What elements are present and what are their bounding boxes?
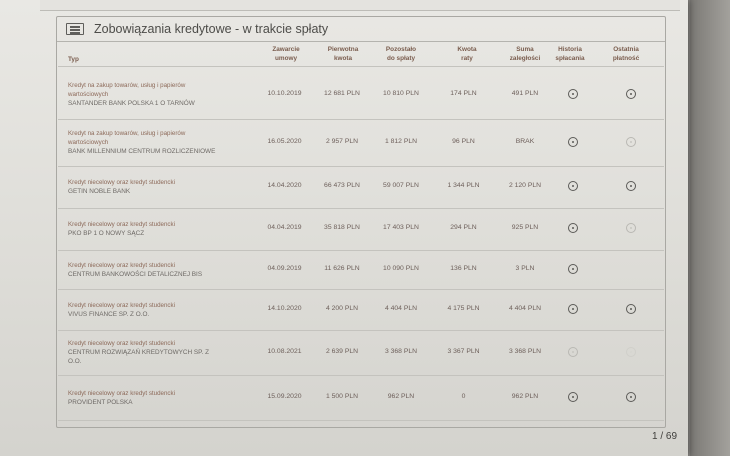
installment-amount-cell: 1 344 PLN bbox=[447, 182, 480, 189]
payment-history-icon[interactable] bbox=[568, 347, 578, 357]
creditor-name: BANK MILLENNIUM CENTRUM ROZLICZENIOWE bbox=[68, 148, 216, 155]
credit-type-description: Kredyt niecelowy oraz kredyt studencki bbox=[68, 390, 175, 397]
last-payment-icon[interactable] bbox=[626, 304, 636, 314]
contract-date-cell: 16.05.2020 bbox=[267, 138, 302, 145]
credit-type-description: Kredyt na zakup towarów, usług i papierów bbox=[68, 130, 186, 137]
creditor-name: PKO BP 1 O NOWY SĄCZ bbox=[68, 230, 145, 237]
column-header-typ: Typ bbox=[68, 56, 79, 63]
creditor-name: CENTRUM ROZWIĄZAŃ KREDYTOWYCH SP. Z bbox=[68, 349, 210, 356]
installment-amount-cell: 3 367 PLN bbox=[447, 348, 480, 355]
original-amount-cell: 66 473 PLN bbox=[324, 182, 360, 189]
creditor-name: SANTANDER BANK POLSKA 1 O TARNÓW bbox=[68, 100, 195, 107]
payment-history-icon[interactable] bbox=[568, 223, 578, 233]
creditor-name: CENTRUM BANKOWOŚCI DETALICZNEJ BIS bbox=[68, 271, 203, 278]
arrears-amount-cell: 4 404 PLN bbox=[508, 305, 542, 312]
creditor-name: PROVIDENT POLSKA bbox=[68, 399, 133, 406]
remaining-amount-cell: 962 PLN bbox=[387, 393, 415, 400]
credit-type-description: Kredyt niecelowy oraz kredyt studencki bbox=[68, 221, 175, 228]
credit-type-cell bbox=[68, 129, 258, 156]
last-payment-icon[interactable] bbox=[626, 137, 636, 147]
column-header-kwota-raty: Kwota raty bbox=[457, 46, 477, 62]
installment-amount-cell: 174 PLN bbox=[450, 90, 477, 97]
remaining-amount-cell: 17 403 PLN bbox=[383, 224, 419, 231]
last-payment-icon[interactable] bbox=[626, 347, 636, 357]
remaining-amount-cell: 10 810 PLN bbox=[383, 90, 419, 97]
installment-amount-cell: 4 175 PLN bbox=[447, 305, 480, 312]
remaining-amount-cell: 4 404 PLN bbox=[384, 305, 418, 312]
payment-history-icon[interactable] bbox=[568, 181, 578, 191]
arrears-amount-cell: 2 120 PLN bbox=[508, 182, 542, 189]
credit-type-cell bbox=[68, 301, 258, 319]
contract-date-cell: 10.10.2019 bbox=[267, 90, 302, 97]
last-payment-icon[interactable] bbox=[626, 392, 636, 402]
table-row bbox=[58, 119, 664, 167]
table-row bbox=[58, 208, 664, 251]
table-row bbox=[58, 375, 664, 421]
remaining-amount-cell: 1 812 PLN bbox=[384, 138, 418, 145]
remaining-amount-cell: 10 090 PLN bbox=[383, 265, 419, 272]
creditor-name: O.O. bbox=[68, 358, 82, 365]
payment-history-icon[interactable] bbox=[568, 392, 578, 402]
table-row bbox=[58, 289, 664, 331]
panel-title: Zobowiązania kredytowe - w trakcie spłaty bbox=[94, 22, 329, 36]
credit-type-cell bbox=[68, 261, 258, 279]
credit-type-cell bbox=[68, 339, 258, 366]
column-header-suma-zaleglosci: Suma zaległości bbox=[509, 46, 541, 62]
column-header-pozostalo: Pozostało do spłaty bbox=[385, 46, 417, 62]
remaining-amount-cell: 59 007 PLN bbox=[383, 182, 419, 189]
previous-page-edge bbox=[40, 0, 680, 11]
column-header-pierwotna-kwota: Pierwotna kwota bbox=[327, 46, 359, 62]
contract-date-cell: 14.04.2020 bbox=[267, 182, 302, 189]
installment-amount-cell: 136 PLN bbox=[450, 265, 477, 272]
header-divider bbox=[58, 66, 664, 67]
remaining-amount-cell: 3 368 PLN bbox=[384, 348, 418, 355]
background-surface bbox=[690, 0, 730, 456]
original-amount-cell: 1 500 PLN bbox=[325, 393, 359, 400]
arrears-amount-cell: BRAK bbox=[515, 138, 535, 145]
credit-type-cell bbox=[68, 81, 258, 108]
payment-history-icon[interactable] bbox=[568, 264, 578, 274]
installment-amount-cell: 294 PLN bbox=[450, 224, 477, 231]
page-number: 1 / 69 bbox=[652, 431, 678, 442]
contract-date-cell: 04.04.2019 bbox=[267, 224, 302, 231]
column-header-ostatnia: Ostatnia płatność bbox=[612, 46, 640, 62]
credit-type-description: Kredyt na zakup towarów, usług i papierów bbox=[68, 82, 186, 89]
original-amount-cell: 2 957 PLN bbox=[325, 138, 359, 145]
original-amount-cell: 12 681 PLN bbox=[324, 90, 360, 97]
contract-date-cell: 04.09.2019 bbox=[267, 265, 302, 272]
panel-header bbox=[57, 17, 665, 42]
table-row bbox=[58, 330, 664, 376]
creditor-name: VIVUS FINANCE SP. Z O.O. bbox=[68, 311, 150, 318]
column-header-zawarcie: Zawarcie umowy bbox=[272, 46, 300, 62]
last-payment-icon[interactable] bbox=[626, 89, 636, 99]
creditor-name: GETIN NOBLE BANK bbox=[68, 188, 131, 195]
original-amount-cell: 11 626 PLN bbox=[324, 265, 360, 272]
arrears-amount-cell: 3 PLN bbox=[515, 265, 535, 272]
credit-type-description: Kredyt niecelowy oraz kredyt studencki bbox=[68, 179, 175, 186]
payment-history-icon[interactable] bbox=[568, 304, 578, 314]
arrears-amount-cell: 962 PLN bbox=[511, 393, 539, 400]
table-row bbox=[58, 70, 664, 120]
original-amount-cell: 2 639 PLN bbox=[325, 348, 359, 355]
credit-type-description: Kredyt niecelowy oraz kredyt studencki bbox=[68, 302, 175, 309]
credit-type-cell bbox=[68, 178, 258, 196]
credit-type-description: wartościowych bbox=[68, 91, 109, 98]
contract-date-cell: 10.08.2021 bbox=[267, 348, 302, 355]
arrears-amount-cell: 491 PLN bbox=[511, 90, 539, 97]
arrears-amount-cell: 925 PLN bbox=[511, 224, 539, 231]
document-list-icon bbox=[66, 23, 84, 35]
arrears-amount-cell: 3 368 PLN bbox=[508, 348, 542, 355]
installment-amount-cell: 96 PLN bbox=[452, 138, 475, 145]
credit-type-description: Kredyt niecelowy oraz kredyt studencki bbox=[68, 262, 175, 269]
credit-type-description: Kredyt niecelowy oraz kredyt studencki bbox=[68, 340, 175, 347]
credit-type-cell bbox=[68, 389, 258, 407]
installment-amount-cell: 0 bbox=[461, 393, 466, 400]
last-payment-icon[interactable] bbox=[626, 223, 636, 233]
last-payment-icon[interactable] bbox=[626, 181, 636, 191]
table-row bbox=[58, 250, 664, 290]
payment-history-icon[interactable] bbox=[568, 89, 578, 99]
credit-type-description: wartościowych bbox=[68, 139, 109, 146]
table-row bbox=[58, 166, 664, 209]
payment-history-icon[interactable] bbox=[568, 137, 578, 147]
credit-type-cell bbox=[68, 220, 258, 238]
contract-date-cell: 14.10.2020 bbox=[267, 305, 302, 312]
column-header-historia: Historia spłacania bbox=[555, 46, 585, 62]
original-amount-cell: 35 818 PLN bbox=[324, 224, 360, 231]
original-amount-cell: 4 200 PLN bbox=[325, 305, 359, 312]
contract-date-cell: 15.09.2020 bbox=[267, 393, 302, 400]
